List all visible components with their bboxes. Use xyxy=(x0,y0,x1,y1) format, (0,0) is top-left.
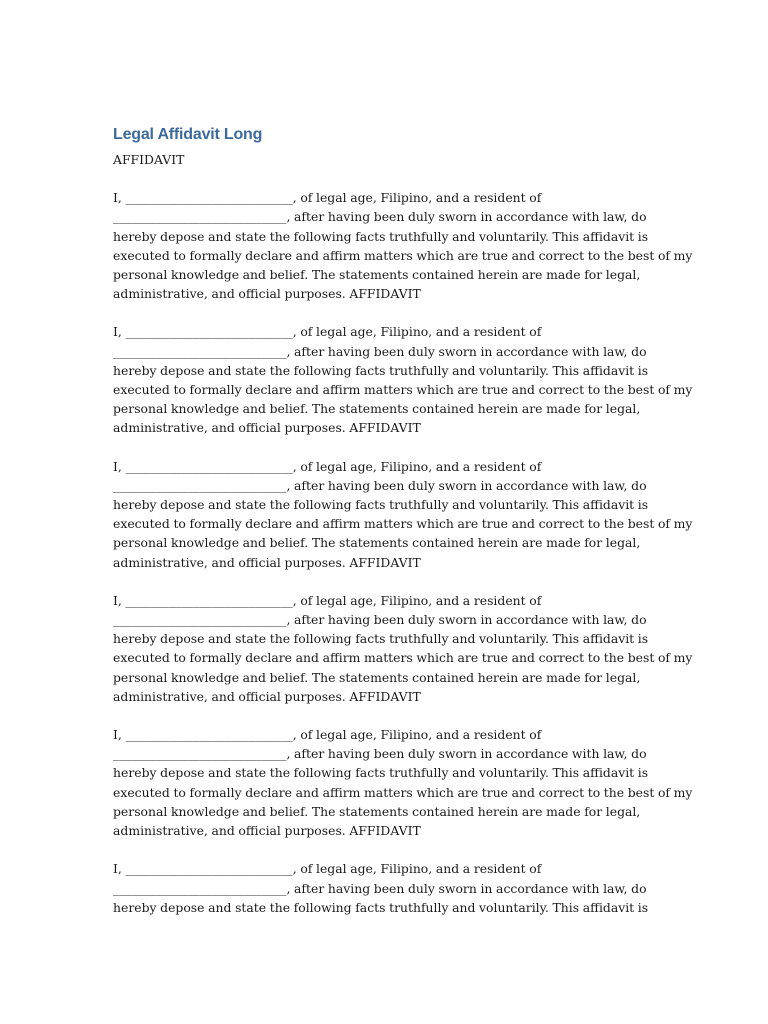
paragraph-line: hereby depose and state the following facts truthfully and voluntarily. This affidavit is xyxy=(113,899,649,915)
affidavit-paragraph xyxy=(113,322,693,437)
paragraph-line: I, ___________________________, of legal age, Filipino, and a resident of xyxy=(113,592,542,608)
paragraph-line: I, ___________________________, of legal age, Filipino, and a resident of xyxy=(113,190,542,206)
paragraph-line: hereby depose and state the following facts truthfully and voluntarily. This affidavit is xyxy=(113,631,649,647)
paragraph-line: ____________________________, after having been duly sworn in accordance with law, do xyxy=(113,343,647,359)
paragraph-line: hereby depose and state the following facts truthfully and voluntarily. This affidavit is xyxy=(113,765,649,781)
paragraph-line: ____________________________, after having been duly sworn in accordance with law, do xyxy=(113,612,647,628)
paragraph-line: personal knowledge and belief. The statements contained herein are made for legal, xyxy=(113,535,641,551)
paragraph-line: personal knowledge and belief. The statements contained herein are made for legal, xyxy=(113,669,641,685)
affidavit-paragraph xyxy=(113,859,658,917)
paragraph-line: administrative, and official purposes. AFFIDAVIT xyxy=(113,420,421,436)
affidavit-paragraph xyxy=(113,457,693,572)
affidavit-paragraph xyxy=(113,725,693,840)
paragraph-line: executed to formally declare and affirm matters which are true and correct to the best of my xyxy=(113,516,693,532)
paragraph-line: hereby depose and state the following facts truthfully and voluntarily. This affidavit is xyxy=(113,362,649,378)
paragraph-line: executed to formally declare and affirm matters which are true and correct to the best of my xyxy=(113,247,693,263)
paragraph-line: administrative, and official purposes. AFFIDAVIT xyxy=(113,823,421,839)
paragraph-line: ____________________________, after having been duly sworn in accordance with law, do xyxy=(113,746,647,762)
paragraph-line: I, ___________________________, of legal age, Filipino, and a resident of xyxy=(113,727,542,743)
document-body xyxy=(113,124,693,936)
document-subtitle: AFFIDAVIT xyxy=(113,152,185,167)
paragraph-line: personal knowledge and belief. The statements contained herein are made for legal, xyxy=(113,803,641,819)
paragraph-line: ____________________________, after having been duly sworn in accordance with law, do xyxy=(113,880,647,896)
paragraph-line: executed to formally declare and affirm matters which are true and correct to the best of my xyxy=(113,784,693,800)
paragraph-line: administrative, and official purposes. AFFIDAVIT xyxy=(113,688,421,704)
paragraph-line: executed to formally declare and affirm matters which are true and correct to the best of my xyxy=(113,382,693,398)
paragraph-line: hereby depose and state the following facts truthfully and voluntarily. This affidavit is xyxy=(113,497,649,513)
paragraph-line: I, ___________________________, of legal age, Filipino, and a resident of xyxy=(113,861,542,877)
paragraph-line: hereby depose and state the following facts truthfully and voluntarily. This affidavit is xyxy=(113,228,649,244)
paragraph-line: ____________________________, after having been duly sworn in accordance with law, do xyxy=(113,477,647,493)
affidavit-paragraph xyxy=(113,188,693,303)
paragraph-line: personal knowledge and belief. The statements contained herein are made for legal, xyxy=(113,267,641,283)
paragraph-line: I, ___________________________, of legal age, Filipino, and a resident of xyxy=(113,458,542,474)
paragraph-line: administrative, and official purposes. AFFIDAVIT xyxy=(113,286,421,302)
affidavit-paragraph xyxy=(113,591,693,706)
paragraph-line: personal knowledge and belief. The statements contained herein are made for legal, xyxy=(113,401,641,417)
paragraph-line: administrative, and official purposes. AFFIDAVIT xyxy=(113,554,421,570)
paragraph-line: ____________________________, after having been duly sworn in accordance with law, do xyxy=(113,209,647,225)
document-title: Legal Affidavit Long xyxy=(113,126,263,143)
paragraph-line: I, ___________________________, of legal age, Filipino, and a resident of xyxy=(113,324,542,340)
paragraph-line: executed to formally declare and affirm matters which are true and correct to the best of my xyxy=(113,650,693,666)
